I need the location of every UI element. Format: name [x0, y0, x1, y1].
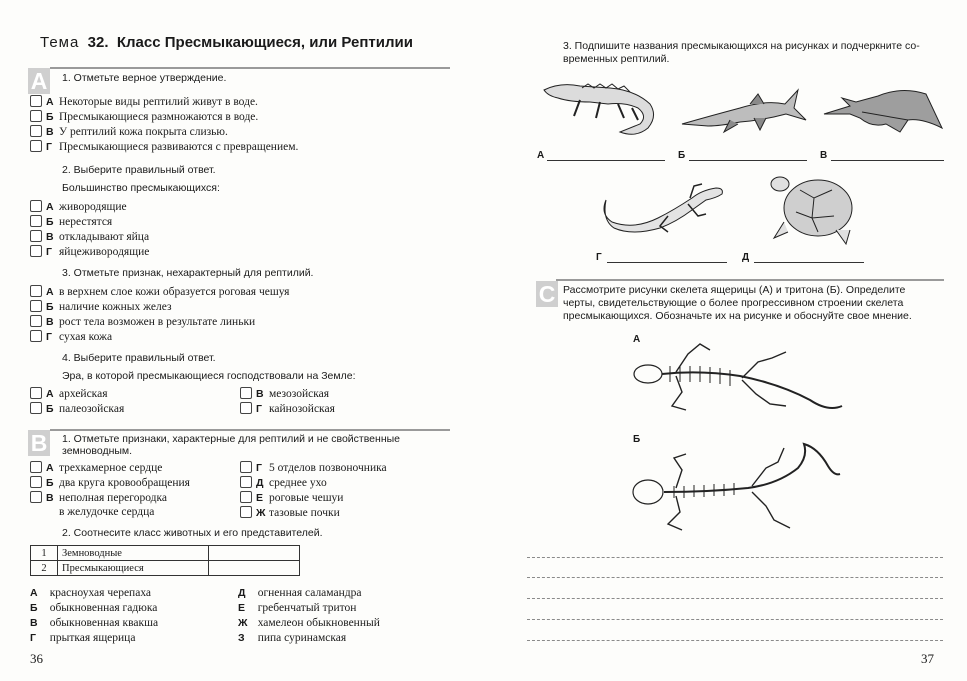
b-q1-option[interactable]: Е роговые чешуи [240, 491, 387, 506]
newt-skeleton-illustration [628, 438, 843, 534]
a-q2-option[interactable]: Г яйцеживородящие [30, 245, 149, 260]
b-q1-options-col1 [30, 461, 190, 521]
r-label: В [820, 150, 828, 161]
checkbox[interactable] [30, 387, 42, 399]
a-q3-option[interactable]: В рост тела возможен в результате линьки [30, 315, 289, 330]
list-item: Д огненная саламандра [238, 587, 362, 599]
answer-cell[interactable] [209, 546, 300, 561]
a-q3-prompt: 3. Отметьте признак, нехарактерный для рептилий. [62, 267, 314, 279]
c-line1: Рассмотрите рисунки скелета ящерицы (А) и тритона (Б). Определите [563, 284, 906, 296]
a-q4-options-col2 [240, 387, 335, 417]
b-q1-option[interactable]: А трехкамерное сердце [30, 461, 190, 476]
animals-col2 [238, 587, 380, 647]
writing-line[interactable] [527, 577, 943, 578]
checkbox[interactable] [30, 140, 42, 152]
checkbox[interactable] [30, 230, 42, 242]
answer-line[interactable] [547, 160, 665, 161]
checkbox[interactable] [240, 506, 252, 518]
answer-line[interactable] [607, 262, 727, 263]
lizard-illustration [598, 176, 728, 242]
checkbox[interactable] [30, 491, 42, 503]
answer-cell[interactable] [209, 561, 300, 576]
b-q1-option-continuation: в желудочке сердца [59, 506, 155, 518]
b-q1-prompt-line2: земноводным. [62, 445, 133, 457]
a-q2-lead: Большинство пресмыкающихся: [62, 182, 220, 194]
list-item: Б обыкновенная гадюка [30, 602, 158, 614]
a-q4-prompt: 4. Выберите правильный ответ. [62, 352, 216, 364]
a-q4-options-col1 [30, 387, 124, 417]
animals-col1 [30, 587, 158, 647]
table-row: 1 Земноводные [31, 546, 300, 561]
section-a-rule [50, 67, 450, 69]
checkbox[interactable] [30, 215, 42, 227]
b-q1-options-col2 [240, 461, 387, 521]
checkbox[interactable] [30, 476, 42, 488]
pterosaur-illustration [822, 84, 947, 139]
section-c-rule [556, 279, 944, 281]
r-label: Б [678, 150, 686, 161]
fig-label-a: А [633, 334, 641, 345]
a-q4-option[interactable]: Г кайнозойская [240, 402, 335, 417]
a-q1-option[interactable]: Б Пресмыкающиеся размножаются в воде. [30, 110, 298, 125]
page-number-right: 37 [921, 651, 934, 666]
checkbox[interactable] [30, 285, 42, 297]
checkbox[interactable] [240, 491, 252, 503]
c-line2: черты, свидетельствующие о более прогрессивном строении скелета [563, 297, 904, 309]
checkbox[interactable] [30, 330, 42, 342]
b-q1-option[interactable]: В неполная перегородка [30, 491, 190, 506]
a-q1-prompt: 1. Отметьте верное утверждение. [62, 72, 227, 84]
section-c-badge: С [536, 281, 558, 307]
writing-line[interactable] [527, 557, 943, 558]
a-q4-option[interactable]: В мезозойская [240, 387, 335, 402]
answer-line[interactable] [689, 160, 807, 161]
ichthyosaur-illustration [680, 86, 810, 136]
a-q3-option[interactable]: А в верхнем слое кожи образуется роговая чешуя [30, 285, 289, 300]
answer-line[interactable] [754, 262, 864, 263]
checkbox[interactable] [30, 110, 42, 122]
checkbox[interactable] [30, 245, 42, 257]
section-a-badge: А [28, 68, 50, 94]
a-q1-option[interactable]: В У рептилий кожа покрыта слизью. [30, 125, 298, 140]
writing-line[interactable] [527, 619, 943, 620]
a-q3-option[interactable]: Б наличие кожных желез [30, 300, 289, 315]
checkbox[interactable] [240, 387, 252, 399]
list-item: Г прыткая ящерица [30, 632, 136, 644]
section-b-rule [50, 429, 450, 431]
page-number-left: 36 [30, 651, 43, 666]
a-q1-option[interactable]: Г Пресмыкающиеся развиваются с превращением. [30, 140, 298, 155]
b-q2-prompt: 2. Соотнесите класс животных и его представителей. [62, 527, 323, 539]
a-q4-option[interactable]: А архейская [30, 387, 124, 402]
writing-line[interactable] [527, 640, 943, 641]
list-item: В обыкновенная квакша [30, 617, 159, 629]
a-q2-option[interactable]: В откладывают яйца [30, 230, 149, 245]
checkbox[interactable] [240, 461, 252, 473]
a-q4-lead: Эра, в которой пресмыкающиеся господствовали на Земле: [62, 370, 356, 382]
table-row: 2 Пресмыкающиеся [31, 561, 300, 576]
a-q2-option[interactable]: Б нерестятся [30, 215, 149, 230]
a-q2-options [30, 200, 149, 260]
a-q2-prompt: 2. Выберите правильный ответ. [62, 164, 216, 176]
b-q1-option[interactable]: Г 5 отделов позвоночника [240, 461, 387, 476]
r-label: Д [742, 252, 750, 263]
a-q2-option[interactable]: А живородящие [30, 200, 149, 215]
r-label: Г [596, 252, 602, 263]
checkbox[interactable] [240, 476, 252, 488]
list-item: З пипа суринамская [238, 632, 347, 644]
r-q3-line2: временных рептилий. [563, 53, 670, 65]
r-q3-line1: 3. Подпишите названия пресмыкающихся на рисунках и подчеркните со- [563, 40, 920, 52]
c-line3: пресмыкающихся. Обозначьте их на рисунке и обоснуйте свое мнение. [563, 310, 912, 322]
b-q1-option[interactable]: Ж тазовые почки [240, 506, 387, 521]
checkbox[interactable] [30, 95, 42, 107]
a-q1-options [30, 95, 298, 155]
crocodile-illustration [540, 72, 665, 142]
page-title: Тема 32. Класс Пресмыкающиеся, или Рептилии [40, 34, 413, 51]
fig-label-b: Б [633, 434, 641, 445]
lizard-skeleton-illustration [630, 340, 845, 425]
answer-line[interactable] [831, 160, 944, 161]
checkbox[interactable] [30, 461, 42, 473]
a-q3-options [30, 285, 289, 345]
section-b-badge: В [28, 430, 50, 456]
r-label: А [537, 150, 545, 161]
match-table [30, 545, 300, 576]
list-item: Е гребенчатый тритон [238, 602, 357, 614]
checkbox[interactable] [30, 200, 42, 212]
writing-line[interactable] [527, 598, 943, 599]
list-item: А красноухая черепаха [30, 587, 152, 599]
a-q4-option[interactable]: Б палеозойская [30, 402, 124, 417]
b-q1-option[interactable]: Д среднее ухо [240, 476, 387, 491]
checkbox[interactable] [30, 315, 42, 327]
turtle-illustration [766, 168, 861, 248]
checkbox[interactable] [30, 300, 42, 312]
list-item: Ж хамелеон обыкновенный [238, 617, 380, 629]
checkbox[interactable] [30, 125, 42, 137]
checkbox[interactable] [30, 402, 42, 414]
b-q1-option[interactable]: Б два круга кровообращения [30, 476, 190, 491]
a-q3-option[interactable]: Г сухая кожа [30, 330, 289, 345]
b-q1-prompt-line1: 1. Отметьте признаки, характерные для рептилий и не свойственные [62, 433, 401, 445]
a-q1-option[interactable]: А Некоторые виды рептилий живут в воде. [30, 95, 298, 110]
checkbox[interactable] [240, 402, 252, 414]
